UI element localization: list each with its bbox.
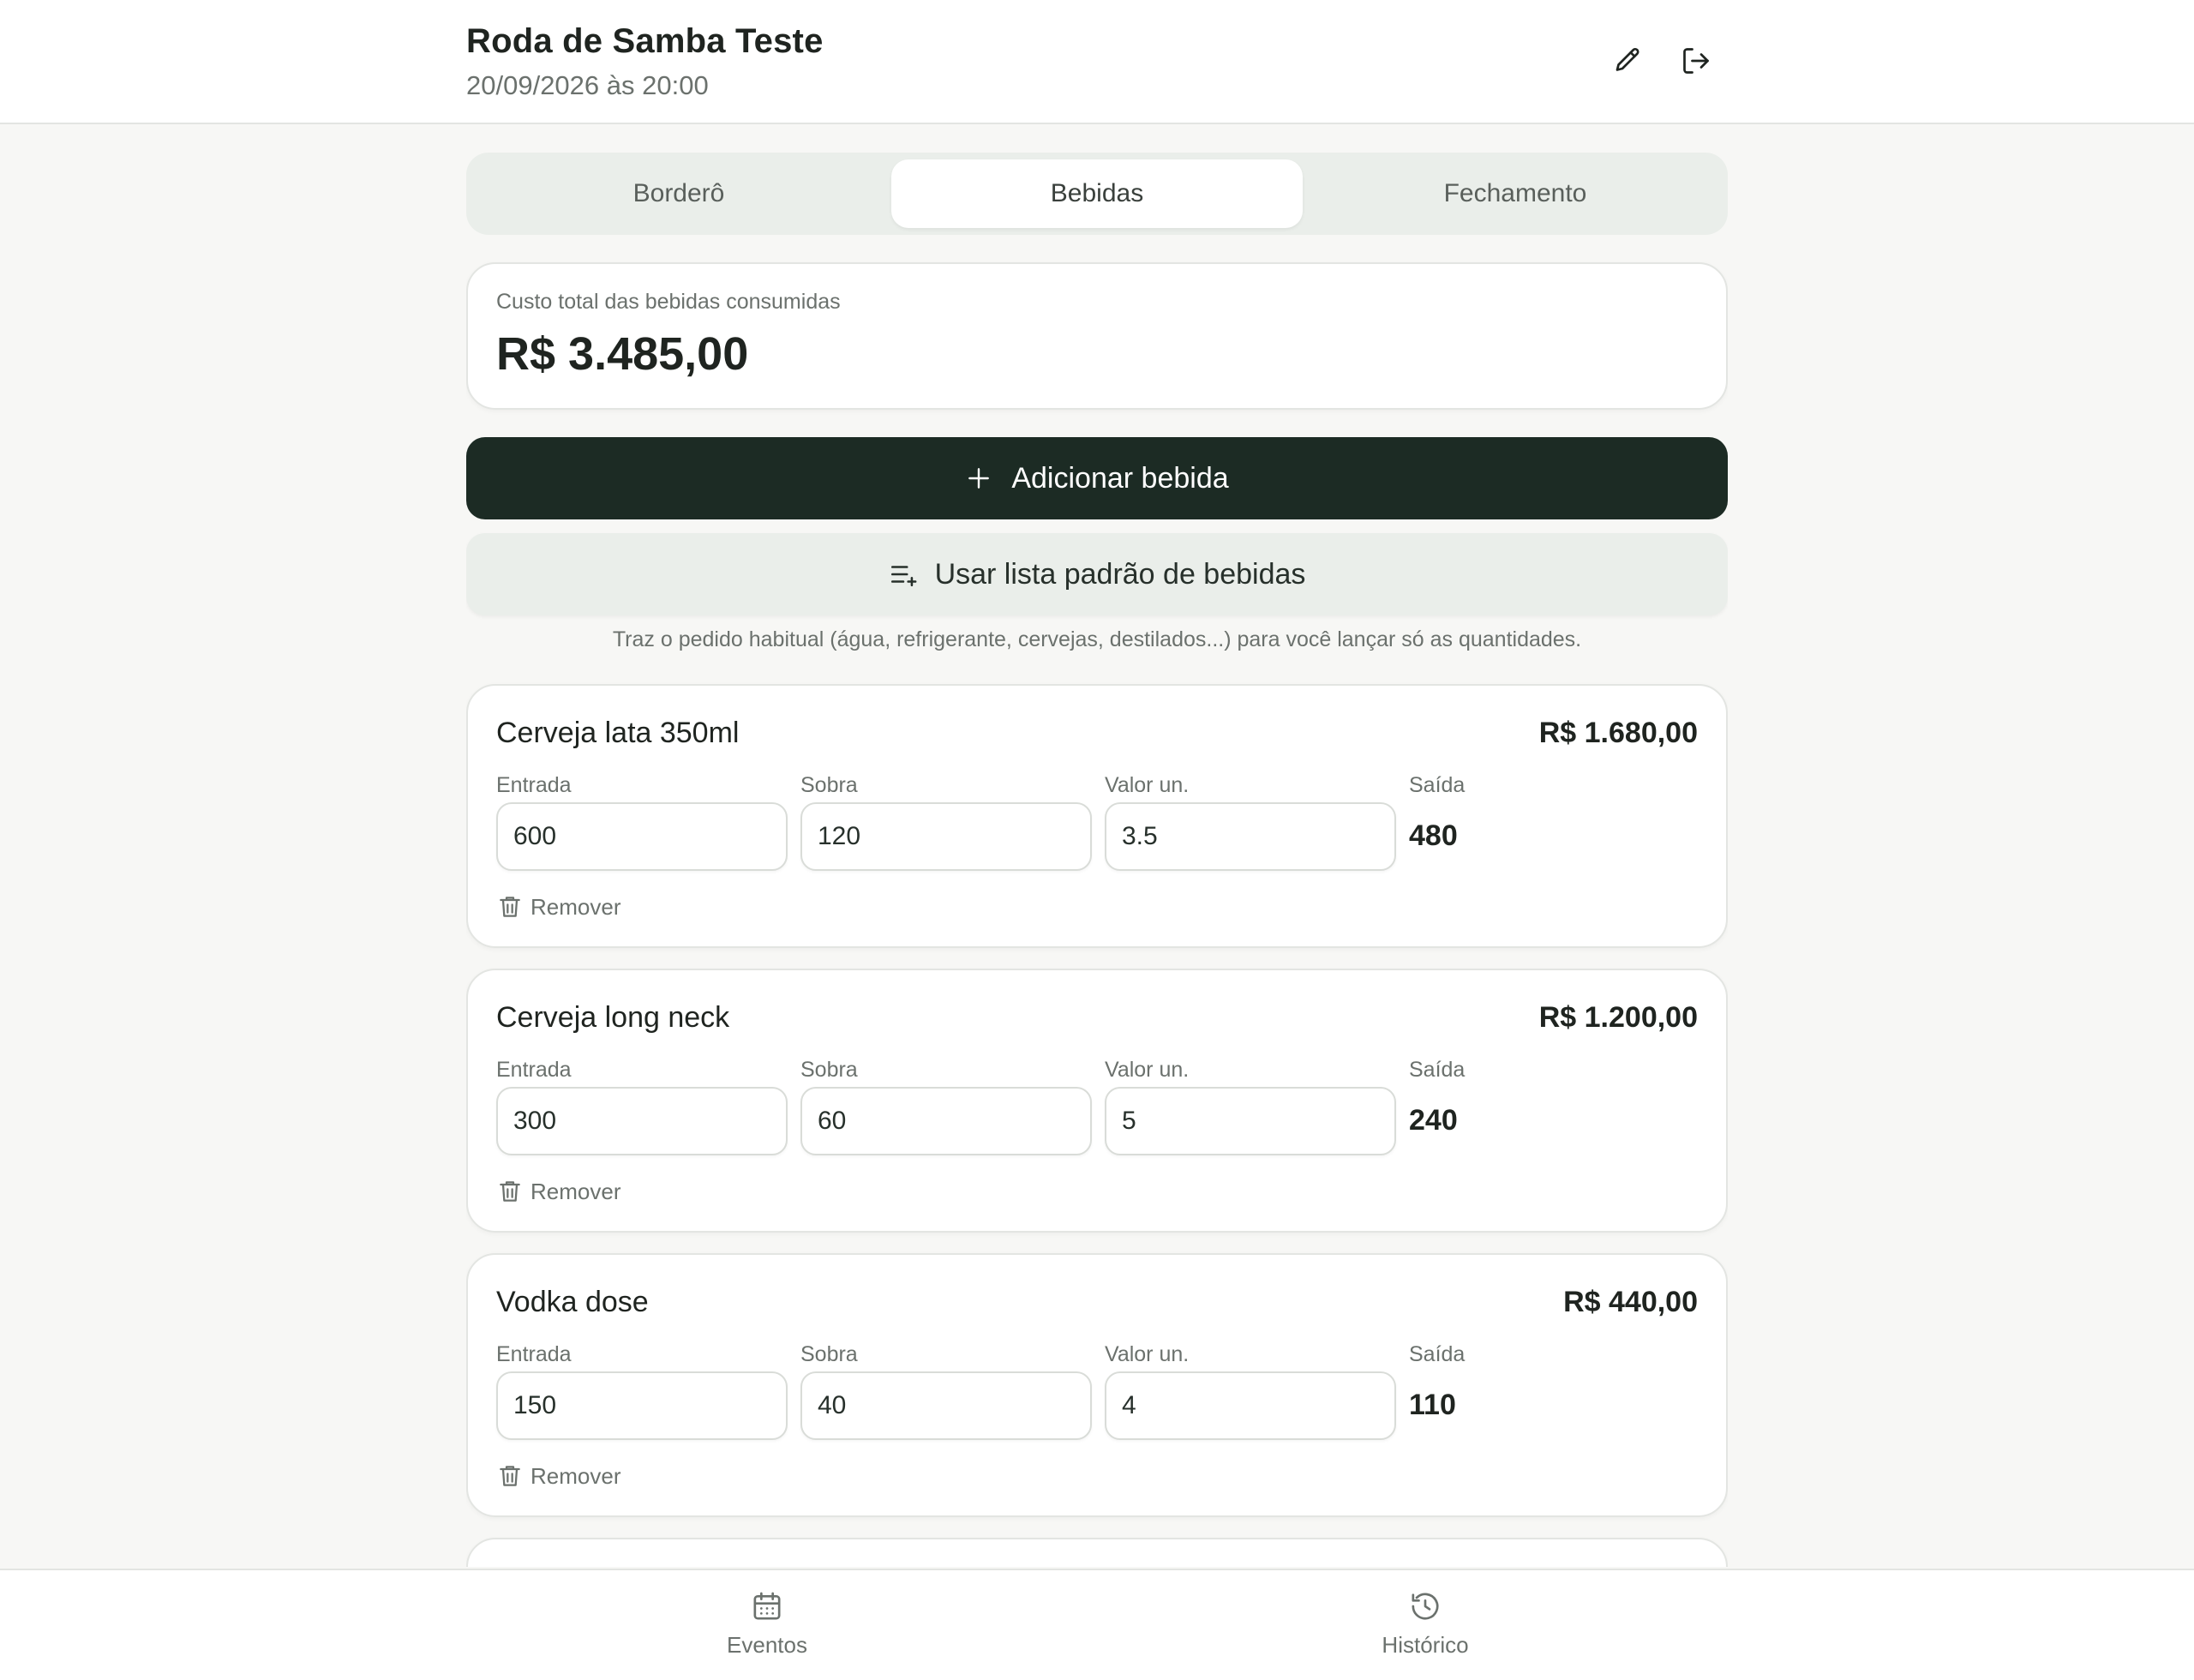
- remove-label: Remover: [531, 1462, 621, 1489]
- remove-label: Remover: [531, 1178, 621, 1204]
- drink-name: Cerveja long neck: [496, 1001, 730, 1034]
- remove-drink-button[interactable]: [496, 1176, 620, 1207]
- entrada-input[interactable]: [496, 1087, 788, 1155]
- entrada-label: Entrada: [496, 1342, 572, 1366]
- bottom-navigation: [0, 1569, 2194, 1680]
- add-drink-button[interactable]: [466, 437, 1728, 519]
- trash-icon: [496, 1178, 524, 1205]
- valor-label: Valor un.: [1105, 1058, 1190, 1082]
- valor-input[interactable]: [1105, 1371, 1396, 1440]
- use-default-list-label: Usar lista padrão de bebidas: [934, 557, 1306, 591]
- drink-name: Cerveja lata 350ml: [496, 717, 740, 749]
- edit-event-button[interactable]: [1606, 39, 1649, 82]
- saida-value: 240: [1409, 1104, 1458, 1137]
- saida-label: Saída: [1409, 1058, 1466, 1082]
- nav-eventos-label: Eventos: [727, 1632, 807, 1658]
- trash-icon: [496, 893, 524, 921]
- history-icon: [1408, 1589, 1442, 1623]
- saida-label: Saída: [1409, 773, 1466, 797]
- saida-value: 110: [1409, 1389, 1456, 1421]
- drinks-cost-summary: [466, 262, 1728, 410]
- event-title: Roda de Samba Teste: [466, 22, 824, 60]
- header-content: [466, 0, 1728, 124]
- remove-drink-button[interactable]: [496, 1461, 620, 1491]
- summary-value: R$ 3.485,00: [496, 328, 749, 380]
- drink-item-card: [466, 1253, 1728, 1517]
- saida-value: 480: [1409, 819, 1458, 852]
- drink-total: R$ 440,00: [1563, 1286, 1698, 1318]
- summary-label: Custo total das bebidas consumidas: [496, 290, 841, 314]
- logout-button[interactable]: [1675, 39, 1717, 82]
- use-default-list-button[interactable]: [466, 533, 1728, 615]
- entrada-input[interactable]: [496, 802, 788, 871]
- drink-name: Vodka dose: [496, 1286, 649, 1318]
- section-tabs: [466, 153, 1728, 235]
- logout-icon: [1681, 45, 1711, 76]
- entrada-label: Entrada: [496, 773, 572, 797]
- remove-label: Remover: [531, 893, 621, 920]
- drink-item-card: [466, 969, 1728, 1233]
- sobra-label: Sobra: [800, 1342, 858, 1366]
- event-date: 20/09/2026 às 20:00: [466, 70, 709, 100]
- valor-label: Valor un.: [1105, 1342, 1190, 1366]
- list-plus-icon: [889, 560, 918, 589]
- plus-icon: [965, 465, 992, 492]
- add-drink-label: Adicionar bebida: [1011, 461, 1229, 495]
- main-content: [466, 153, 1728, 1567]
- drink-total: R$ 1.680,00: [1538, 717, 1698, 749]
- drink-item-card-partial: [466, 1538, 1728, 1567]
- tab-bebidas[interactable]: Bebidas: [891, 159, 1303, 228]
- default-list-hint: Traz o pedido habitual (água, refrigerante, cervejas, destilados...) para você lançar só as quantidades.: [612, 627, 1582, 651]
- calendar-icon: [750, 1589, 784, 1623]
- drink-item-card: [466, 684, 1728, 948]
- sobra-label: Sobra: [800, 773, 858, 797]
- sobra-input[interactable]: [800, 802, 1092, 871]
- app-header: [0, 0, 2194, 124]
- nav-historico-label: Histórico: [1382, 1632, 1469, 1658]
- nav-eventos[interactable]: [681, 1589, 853, 1670]
- nav-historico[interactable]: [1340, 1589, 1511, 1670]
- sobra-label: Sobra: [800, 1058, 858, 1082]
- tab-bordero[interactable]: Borderô: [632, 179, 725, 207]
- valor-label: Valor un.: [1105, 773, 1190, 797]
- remove-drink-button[interactable]: [496, 891, 620, 922]
- valor-input[interactable]: [1105, 802, 1396, 871]
- trash-icon: [496, 1462, 524, 1490]
- sobra-input[interactable]: [800, 1371, 1092, 1440]
- entrada-label: Entrada: [496, 1058, 572, 1082]
- tab-fechamento[interactable]: Fechamento: [1443, 179, 1587, 207]
- valor-input[interactable]: [1105, 1087, 1396, 1155]
- entrada-input[interactable]: [496, 1371, 788, 1440]
- sobra-input[interactable]: [800, 1087, 1092, 1155]
- pencil-icon: [1612, 45, 1643, 76]
- drink-total: R$ 1.200,00: [1538, 1001, 1698, 1034]
- saida-label: Saída: [1409, 1342, 1466, 1366]
